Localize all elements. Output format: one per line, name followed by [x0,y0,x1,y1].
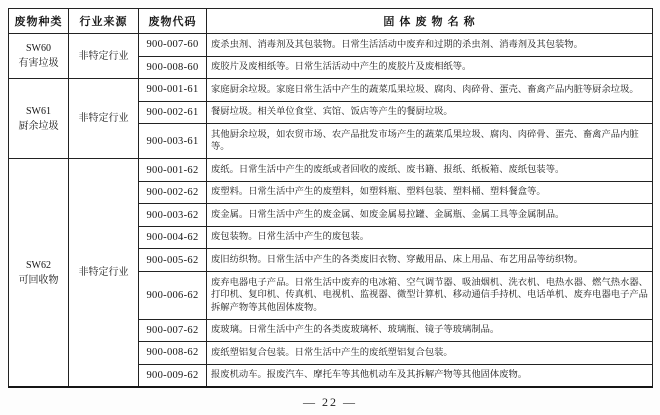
waste-name-cell: 废旧纺织物。日常生活中产生的各类废旧衣物、穿戴用品、床上用品、布艺用品等纺织物。 [207,249,653,272]
industry-source-cell: 非特定行业 [69,79,139,159]
waste-name-cell: 家庭厨余垃圾。家庭日常生活中产生的蔬菜瓜果垃圾、腐肉、肉碎骨、蛋壳、畜禽产品内脏等厨余垃圾。 [207,79,653,102]
waste-name-cell: 废纸。日常生活中产生的废纸或者回收的废纸、废书籍、报纸、纸板箱、废纸包装等。 [207,159,653,182]
waste-name-cell: 废纸塑铝复合包装。日常生活中产生的废纸塑铝复合包装。 [207,342,653,365]
waste-code-cell: 900-007-62 [139,319,207,342]
category-name: 有害垃圾 [18,58,59,70]
header-waste-code: 废物代码 [139,9,207,34]
waste-classification-table [8,8,653,388]
waste-name-cell: 废金属。日常生活中产生的废金属、如废金属易拉罐、金属瓶、金属工具等金属制品。 [207,204,653,227]
waste-name-cell: 废包装物。日常生活中产生的废包装。 [207,226,653,249]
table-row [9,159,653,182]
waste-name-cell: 报废机动车。报废汽车、摩托车等其他机动车及其拆解产物等其他固体废物。 [207,364,653,387]
waste-code-cell: 900-004-62 [139,226,207,249]
category-cell-sw60 [9,34,69,79]
waste-code-cell: 900-003-62 [139,204,207,227]
category-cell-sw62 [9,159,69,388]
waste-code-cell: 900-002-62 [139,181,207,204]
industry-source-cell: 非特定行业 [69,34,139,79]
waste-code-cell: 900-001-61 [139,79,207,102]
table-row [9,34,653,57]
waste-name-cell: 废弃电器电子产品。日常生活中废弃的电冰箱、空气调节器、吸油烟机、洗衣机、电热水器、燃气热水器、打印机、复印机、传真机、电视机、监视器、微型计算机、移动通信手持机、电话单机、废弃电器电子产品拆解产物等其他固体废物。 [207,272,653,320]
waste-code-cell: 900-002-61 [139,101,207,124]
category-name: 可回收物 [18,274,59,286]
page-number: — 22 — [303,395,357,410]
waste-name-cell: 餐厨垃圾。相关单位食堂、宾馆、饭店等产生的餐厨垃圾。 [207,101,653,124]
waste-code-cell: 900-005-62 [139,249,207,272]
table-header-row [9,9,653,34]
waste-code-cell: 900-008-60 [139,56,207,79]
waste-code-cell: 900-007-60 [139,34,207,57]
waste-name-cell: 废玻璃。日常生活中产生的各类废玻璃杯、玻璃瓶、镜子等玻璃制品。 [207,319,653,342]
waste-name-cell: 其他厨余垃圾，如农贸市场、农产品批发市场产生的蔬菜瓜果垃圾、腐肉、肉碎骨、蛋壳、畜禽产品内脏等。 [207,124,653,159]
waste-code-cell: 900-009-62 [139,364,207,387]
waste-code-cell: 900-003-61 [139,124,207,159]
industry-source-cell: 非特定行业 [69,159,139,388]
waste-code-cell: 900-001-62 [139,159,207,182]
header-industry-source: 行业来源 [69,9,139,34]
waste-name-cell: 废塑料。日常生活中产生的废塑料，如塑料瓶、塑料包装、塑料桶、塑料餐盒等。 [207,181,653,204]
category-code: SW62 [26,259,51,271]
category-code: SW60 [26,43,51,55]
header-waste-category: 废物种类 [9,9,69,34]
waste-code-cell: 900-006-62 [139,272,207,320]
waste-name-cell: 废胶片及废相纸等。日常生活活动中产生的废胶片及废相纸等。 [207,56,653,79]
category-name: 厨余垃圾 [18,120,59,132]
waste-code-cell: 900-008-62 [139,342,207,365]
waste-name-cell: 废杀虫剂、消毒剂及其包装物。日常生活活动中废弃和过期的杀虫剂、消毒剂及其包装物。 [207,34,653,57]
category-code: SW61 [26,105,51,117]
table-row [9,79,653,102]
category-cell-sw61 [9,79,69,159]
header-waste-name: 固 体 废 物 名 称 [207,9,653,34]
